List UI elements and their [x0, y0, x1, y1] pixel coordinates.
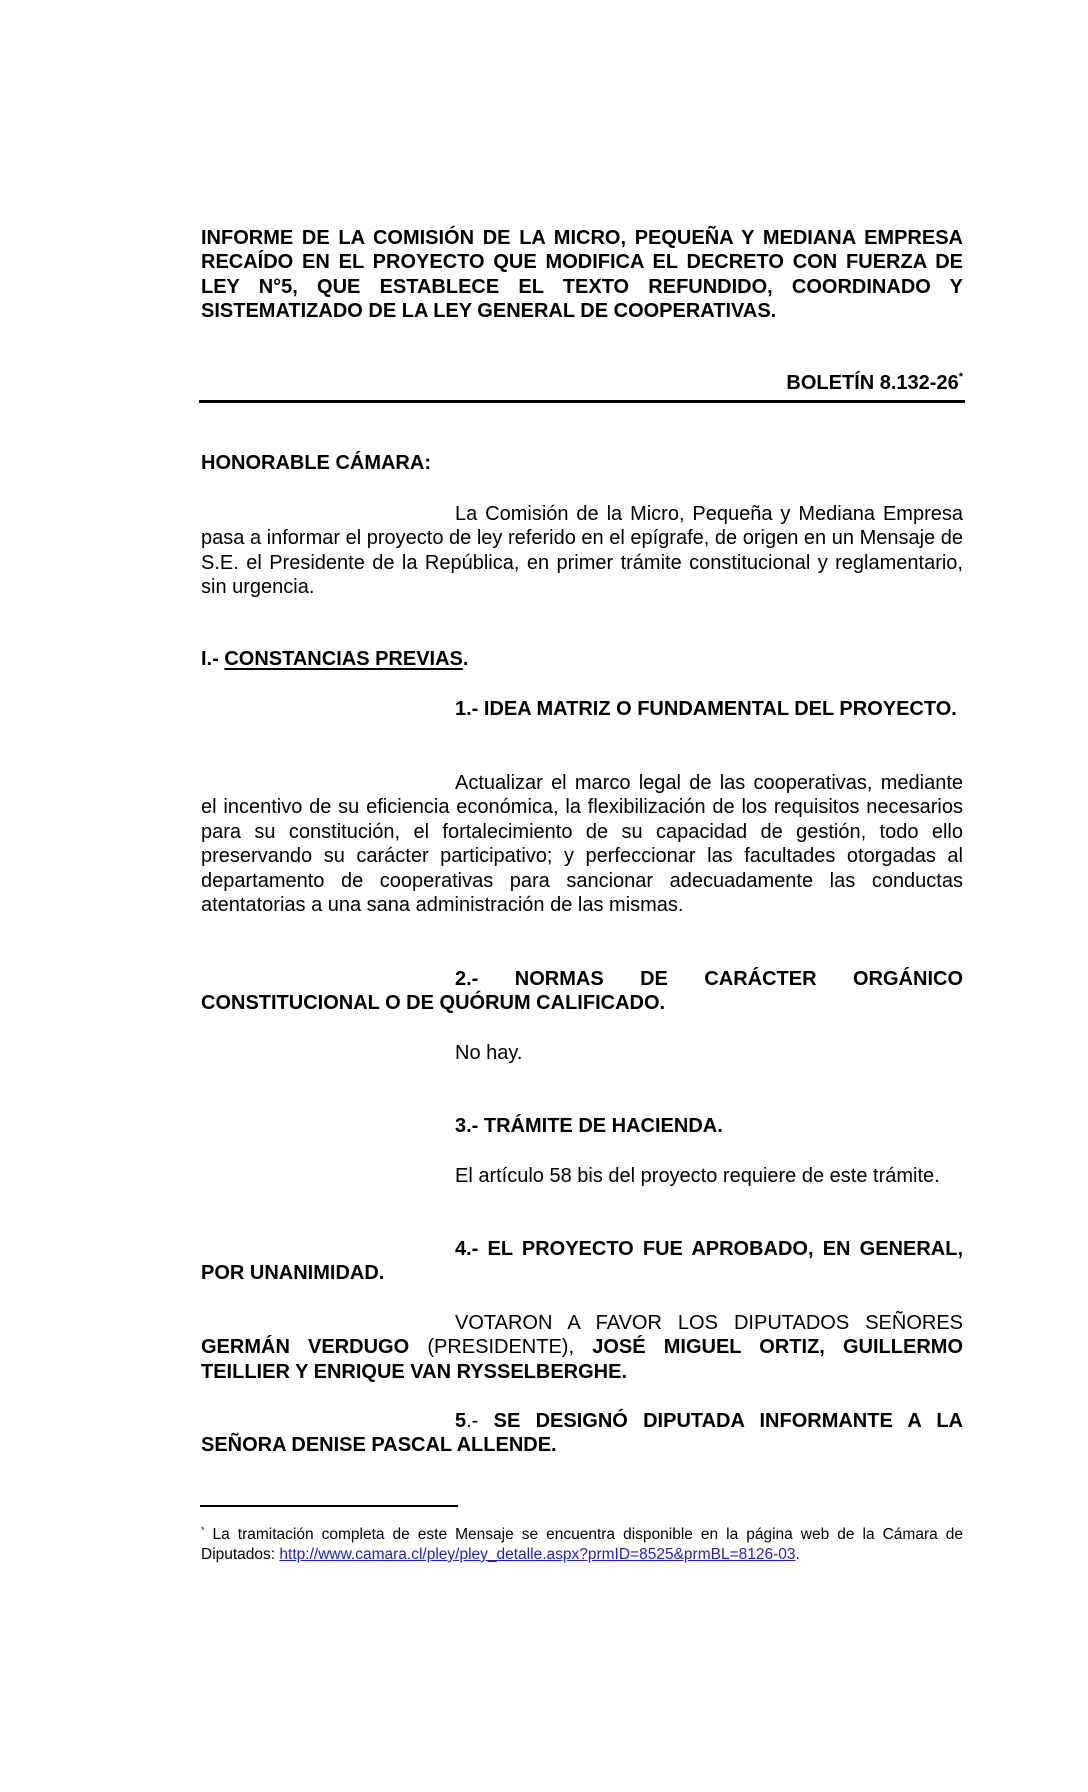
- document-title: INFORME DE LA COMISIÓN DE LA MICRO, PEQUEÑA Y MEDIANA EMPRESA RECAÍDO EN EL PROYECTO QUE MODIFICA EL DECRETO CON FUERZA DE LEY N°5, QUE ESTABLECE EL TEXTO REFUNDIDO, COORDINADO Y SISTEMATIZADO DE LA LEY GENERAL DE COOPERATIVAS.: [201, 227, 963, 323]
- votes-intro: VOTARON A FAVOR LOS DIPUTADOS SEÑORES: [455, 1312, 963, 1334]
- salutation: HONORABLE CÁMARA:: [201, 452, 431, 474]
- item-5-text: SE DESIGNÓ DIPUTADA INFORMANTE A LA SEÑORA DENISE PASCAL ALLENDE.: [201, 1410, 963, 1457]
- item-3-body: El artículo 58 bis del proyecto requiere de este trámite.: [455, 1165, 940, 1187]
- section-prefix: I.-: [201, 648, 219, 670]
- footnote-text: La tramitación completa de este Mensaje se encuentra disponible en la página web de la Cámara de Diputados:: [201, 1526, 963, 1563]
- footnote-end: .: [795, 1546, 800, 1563]
- footnote-mark: *: [201, 1525, 205, 1535]
- item-2-heading: 2.- NORMAS DE CARÁCTER ORGÁNICO CONSTITUCIONAL O DE QUÓRUM CALIFICADO.: [201, 968, 963, 1015]
- item-1-body: Actualizar el marco legal de las cooperativas, mediante el incentivo de su eficiencia económica, la flexibilización de los requisitos necesarios para su constitución, el fortalecimiento de su capacidad de gestión, todo ello preservando su carácter participativo; y perfeccionar las facultades otorgadas al departamento de cooperativas para sancionar adecuadamente las conductas atentatorias a una sana administración de las mismas.: [201, 772, 963, 917]
- item-3-heading: 3.- TRÁMITE DE HACIENDA.: [455, 1115, 723, 1137]
- item-5-separator: .-: [466, 1410, 479, 1432]
- intro-paragraph: La Comisión de la Micro, Pequeña y Mediana Empresa pasa a informar el proyecto de ley referido en el epígrafe, de origen en un Mensaje de S.E. el Presidente de la República, en primer trámite constitucional y reglamentario, sin urgencia.: [201, 503, 963, 599]
- section-heading-constancias: [201, 647, 963, 671]
- footnote-reference-mark[interactable]: *: [958, 371, 963, 383]
- boletin-label: BOLETÍN 8.132-26: [786, 372, 959, 394]
- boletin-number: [786, 371, 963, 395]
- footnote-separator: [200, 1505, 458, 1507]
- section-title: CONSTANCIAS PREVIAS: [224, 648, 463, 670]
- section-suffix: .: [462, 648, 469, 670]
- item-4-heading: 4.- EL PROYECTO FUE APROBADO, EN GENERAL, POR UNANIMIDAD.: [201, 1238, 963, 1285]
- vote-member-president: GERMÁN VERDUGO: [201, 1336, 410, 1359]
- vote-members-rest: JOSÉ MIGUEL ORTIZ, GUILLERMO TEILLIER Y ENRIQUE VAN RYSSELBERGHE.: [201, 1336, 963, 1383]
- item-1-heading: 1.- IDEA MATRIZ O FUNDAMENTAL DEL PROYECTO.: [455, 698, 957, 720]
- votes-paragraph: [201, 1311, 963, 1384]
- header-divider: [199, 400, 965, 403]
- item-2-body: No hay.: [455, 1042, 523, 1064]
- footnote: [201, 1525, 963, 1565]
- item-5-number: 5: [455, 1410, 467, 1432]
- item-5-heading: [201, 1409, 963, 1458]
- footnote-link[interactable]: http://www.camara.cl/pley/pley_detalle.aspx?prmID=8525&prmBL=8126-03: [279, 1546, 796, 1563]
- vote-member-role: (PRESIDENTE),: [427, 1336, 575, 1359]
